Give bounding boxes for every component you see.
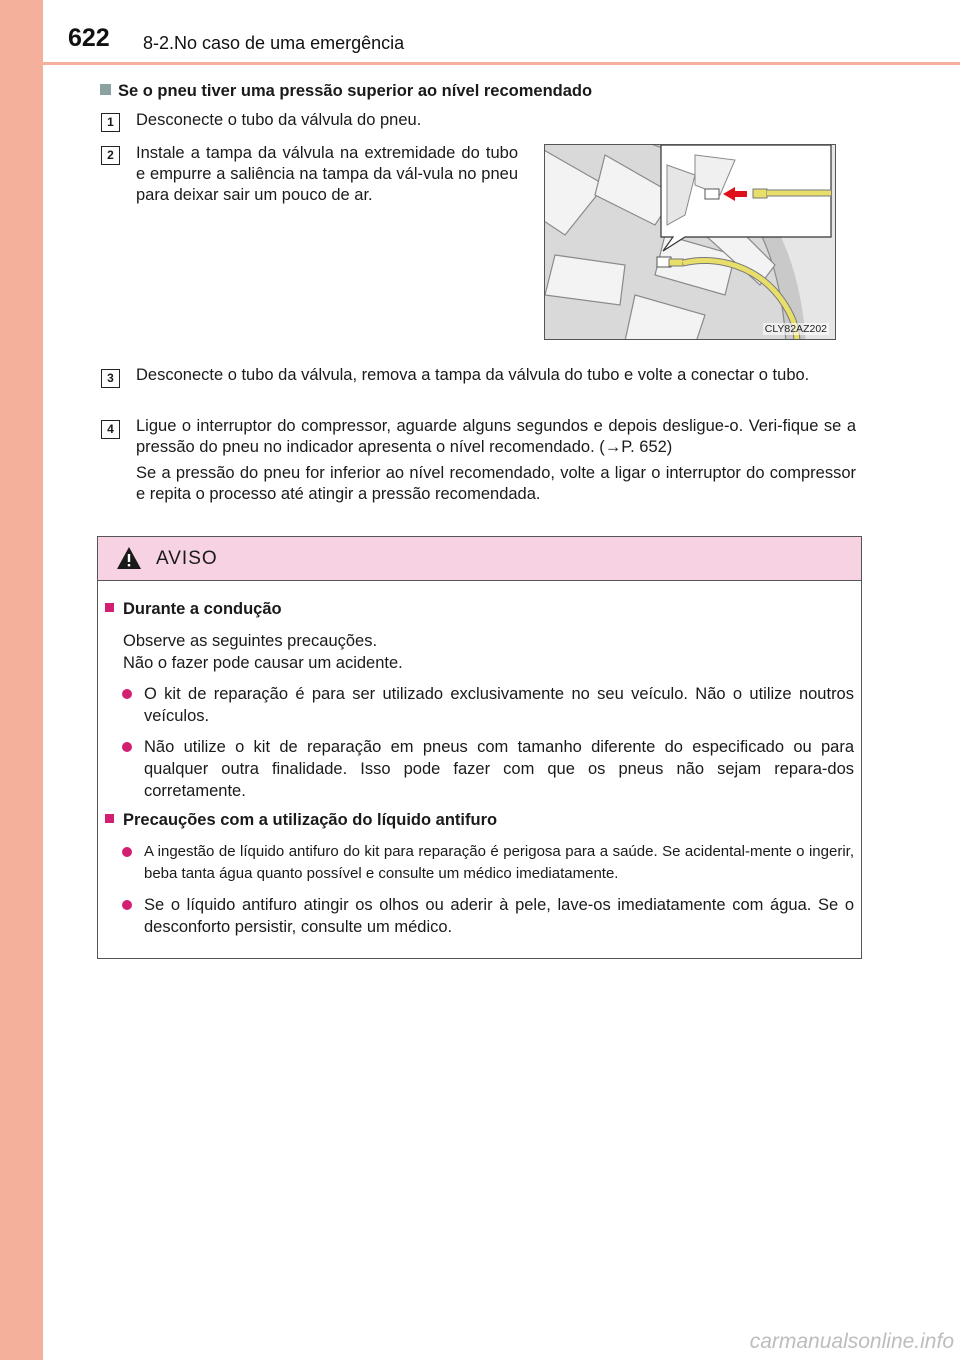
section-heading bbox=[100, 82, 592, 101]
step-text-3: Desconecte o tubo da válvula, remova a tampa da válvula do tubo e volte a conectar o tubo. bbox=[136, 366, 810, 384]
step-number-3: 3 bbox=[101, 369, 120, 388]
step-number-1: 1 bbox=[101, 113, 120, 132]
step-text-4: Ligue o interruptor do compressor, aguarde alguns segundos e depois desligue-o. Veri-fique se a pressão do pneu no indicador apresenta o nível recomendado. (→P. 652) bbox=[136, 417, 856, 456]
step-number-4: 4 bbox=[101, 420, 120, 439]
warning-subheading-antifuro-text: Precauções com a utilização do líquido antifuro bbox=[123, 811, 498, 829]
bullet-dot-icon bbox=[122, 689, 132, 699]
warning-bullet bbox=[122, 683, 854, 727]
warning-bullet-text: Se o líquido antifuro atingir os olhos ou aderir à pele, lave-os imediatamente com água. Se o desconforto persistir, consulte um médico. bbox=[144, 896, 854, 936]
warning-bullet bbox=[122, 736, 854, 802]
warning-subheading-driving bbox=[105, 600, 282, 619]
step-number-2: 2 bbox=[101, 146, 120, 165]
warning-para: Observe as seguintes precauções. bbox=[123, 632, 378, 650]
header-divider bbox=[43, 62, 960, 65]
bullet-dot-icon bbox=[122, 847, 132, 857]
square-bullet-icon bbox=[105, 603, 114, 612]
warning-header bbox=[98, 537, 861, 581]
warning-bullet-text: A ingestão de líquido antifuro do kit para reparação é perigosa para a saúde. Se acidental-mente o ingerir, beba tanta água quanto possível e consulte um médico imediatamente. bbox=[144, 843, 854, 882]
warning-bullet-text: O kit de reparação é para ser utilizado exclusivamente no seu veículo. Não o utilize noutros veículos. bbox=[144, 685, 854, 725]
square-bullet-icon bbox=[100, 84, 111, 95]
warning-title: AVISO bbox=[156, 548, 218, 569]
figure-code: CLY82AZ202 bbox=[764, 323, 827, 335]
square-bullet-icon bbox=[105, 814, 114, 823]
tire-valve-illustration bbox=[544, 144, 836, 340]
warning-bullet bbox=[122, 894, 854, 938]
step-text-2: Instale a tampa da válvula na extremidade do tubo e empurre a saliência na tampa da vál-vula no pneu para deixar sair um pouco de ar. bbox=[136, 144, 518, 204]
page-number: 622 bbox=[68, 24, 110, 52]
warning-box bbox=[97, 536, 862, 959]
bullet-dot-icon bbox=[122, 900, 132, 910]
warning-bullet-text: Não utilize o kit de reparação em pneus com tamanho diferente do especificado ou para qualquer outra finalidade. Isso pode fazer com que os pneus não sejam repara-dos corretamente. bbox=[144, 738, 854, 800]
bullet-dot-icon bbox=[122, 742, 132, 752]
step-text-4-continued: Se a pressão do pneu for inferior ao nível recomendado, volte a ligar o interruptor do compressor e repita o processo até atingir a pressão recomendada. bbox=[136, 464, 856, 503]
warning-subheading-driving-text: Durante a condução bbox=[123, 600, 282, 618]
side-color-band bbox=[0, 0, 43, 1360]
warning-triangle-icon bbox=[116, 546, 142, 570]
warning-bullet bbox=[122, 841, 854, 885]
chapter-title: 8-2.No caso de uma emergência bbox=[143, 33, 405, 53]
warning-para: Não o fazer pode causar um acidente. bbox=[123, 654, 403, 672]
step-text-1: Desconecte o tubo da válvula do pneu. bbox=[136, 111, 422, 129]
watermark: carmanualsonline.info bbox=[749, 1330, 954, 1353]
warning-subheading-antifuro bbox=[105, 811, 497, 830]
section-heading-text: Se o pneu tiver uma pressão superior ao nível recomendado bbox=[118, 82, 593, 100]
